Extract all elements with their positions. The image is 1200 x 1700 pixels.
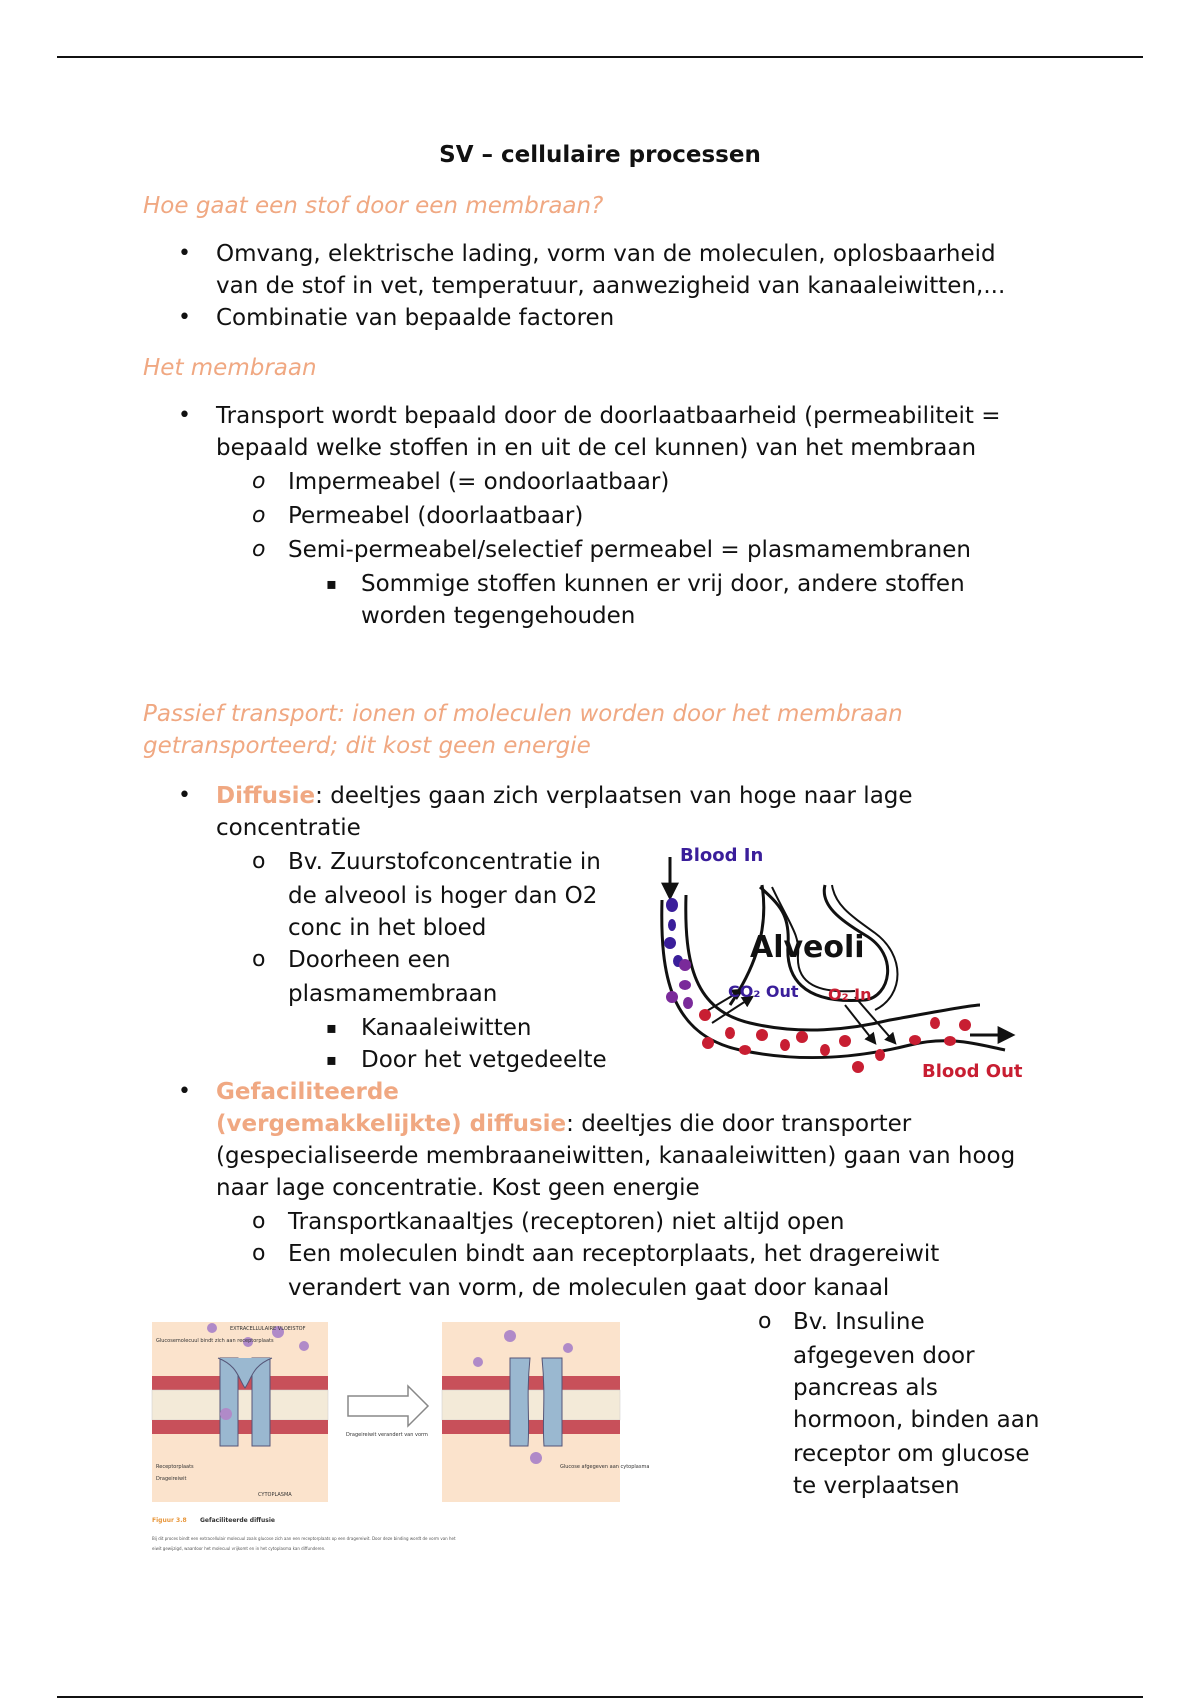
figure-caption-title: Gefaciliteerde diffusie <box>200 1517 275 1524</box>
figure-caption-number: Figuur 3.8 <box>152 1517 187 1524</box>
bullet-text: van de stof in vet, temperatuur, aanwezigheid van kanaaleiwitten,... <box>216 273 1006 299</box>
square-bullet: ▪ <box>326 1018 337 1037</box>
transition-arrow <box>348 1386 428 1426</box>
facilitated-diffusion-figure <box>148 1318 650 1563</box>
svg-text:Drageireiwit: Drageireiwit <box>156 1476 187 1482</box>
sub-bullet-o: o <box>252 1241 266 1266</box>
square-bullet: ▪ <box>326 574 337 593</box>
alveoli-label: Alveoli <box>750 930 865 965</box>
bullet-text: Combinatie van bepaalde factoren <box>216 305 615 331</box>
alveoli-diagram <box>650 845 1030 1085</box>
bullet-dot: • <box>178 1079 191 1104</box>
sub-bullet-text: Permeabel (doorlaatbaar) <box>288 503 584 529</box>
gefaciliteerde-term: Gefaciliteerde <box>216 1079 399 1105</box>
panel-before <box>152 1322 328 1502</box>
sub-bullet-o: o <box>758 1309 772 1334</box>
sub-bullet-text: Bv. Zuurstofconcentratie in <box>288 849 601 875</box>
square-bullet-text: Sommige stoffen kunnen er vrij door, andere stoffen <box>361 571 965 597</box>
deoxygenated-cells <box>664 898 683 967</box>
square-bullet-text: worden tegengehouden <box>361 603 636 629</box>
svg-text:EXTRACELLULAIRE VLOEISTOF: EXTRACELLULAIRE VLOEISTOF <box>230 1326 306 1332</box>
svg-text:Receptorplaats: Receptorplaats <box>156 1464 194 1470</box>
sub-bullet-text: Doorheen een <box>288 947 451 973</box>
diffusie-term: Diffusie <box>216 783 316 809</box>
sub-bullet-o: o <box>252 469 266 494</box>
section-heading-stof: Hoe gaat een stof door een membraan? <box>143 193 604 219</box>
sub-bullet-text: de alveool is hoger dan O2 <box>288 883 598 909</box>
co2-out-label: CO₂ Out <box>728 982 799 1001</box>
bullet-text: Transport wordt bepaald door de doorlaatbaarheid (permeabiliteit = <box>216 403 1001 429</box>
sub-bullet-text: conc in het bloed <box>288 915 487 941</box>
square-bullet-text: Kanaaleiwitten <box>361 1015 532 1041</box>
bullet-text: concentratie <box>216 815 361 841</box>
bullet-dot: • <box>178 241 191 266</box>
sub-bullet-text: Impermeabel (= ondoorlaatbaar) <box>288 469 670 495</box>
section-heading-passief: getransporteerd; dit kost geen energie <box>143 733 591 759</box>
gefaciliteerde-line: (vergemakkelijkte) diffusie: deeltjes die door transporter <box>216 1111 912 1137</box>
sub-bullet-o: o <box>252 1209 266 1234</box>
svg-text:Drageireiwit verandert van vor: Drageireiwit verandert van vorm <box>346 1432 428 1438</box>
bullet-dot: • <box>178 783 191 808</box>
sub-bullet-text: hormoon, binden aan <box>793 1407 1040 1433</box>
panel-after <box>442 1322 649 1502</box>
top-rule <box>57 56 1143 58</box>
square-bullet-text: Door het vetgedeelte <box>361 1047 607 1073</box>
page-title: SV – cellulaire processen <box>439 142 761 168</box>
sub-bullet-text: te verplaatsen <box>793 1473 960 1499</box>
sub-bullet-text: Bv. Insuline <box>793 1309 925 1335</box>
sub-bullet-text: afgegeven door <box>793 1343 975 1369</box>
square-bullet: ▪ <box>326 1050 337 1069</box>
figure-caption-text: Bij dit proces bindt een extracellulair molecuul zoals glucose zich aan een receptorplaats op een dragereiwit. Door deze binding wordt de vorm van het <box>152 1536 456 1541</box>
svg-text:CYTOPLASMA: CYTOPLASMA <box>258 1492 292 1498</box>
bullet-dot: • <box>178 305 191 330</box>
bottom-rule <box>57 1696 1143 1698</box>
section-heading-passief: Passief transport: ionen of moleculen worden door het membraan <box>143 701 903 727</box>
bullet-text: naar lage concentratie. Kost geen energie <box>216 1175 700 1201</box>
svg-text:Glucose afgegeven aan cytoplas: Glucose afgegeven aan cytoplasma <box>560 1464 650 1470</box>
bullet-text: bepaald welke stoffen in en uit de cel kunnen) van het membraan <box>216 435 977 461</box>
sub-bullet-o: o <box>252 503 266 528</box>
bullet-text: Omvang, elektrische lading, vorm van de moleculen, oplosbaarheid <box>216 241 996 267</box>
blood-in-label: Blood In <box>680 845 764 866</box>
sub-bullet-text: Een moleculen bindt aan receptorplaats, het dragereiwit <box>288 1241 940 1267</box>
diffusie-line: Diffusie: deeltjes gaan zich verplaatsen van hoge naar lage <box>216 783 913 809</box>
sub-bullet-text: plasmamembraan <box>288 981 498 1007</box>
bullet-text: (gespecialiseerde membraaneiwitten, kanaaleiwitten) gaan van hoog <box>216 1143 1016 1169</box>
sub-bullet-o: o <box>252 849 266 874</box>
sub-bullet-text: receptor om glucose <box>793 1441 1030 1467</box>
svg-text:Glucosemolecuul bindt zich aan: Glucosemolecuul bindt zich aan receptorplaats <box>156 1338 274 1344</box>
o2-in-label: O₂ In <box>828 985 872 1004</box>
sub-bullet-text: verandert van vorm, de moleculen gaat door kanaal <box>288 1275 890 1301</box>
sub-bullet-o: o <box>252 537 266 562</box>
bullet-dot: • <box>178 403 191 428</box>
figure-caption-text: eiwit gewijzigd, waardoor het molecuul vrijkomt en in het cytoplasma kan diffunderen. <box>152 1546 326 1551</box>
section-heading-membraan: Het membraan <box>143 355 317 381</box>
sub-bullet-text: Transportkanaaltjes (receptoren) niet altijd open <box>288 1209 845 1235</box>
blood-out-label: Blood Out <box>922 1061 1023 1082</box>
sub-bullet-text: Semi-permeabel/selectief permeabel = plasmamembranen <box>288 537 971 563</box>
sub-bullet-o: o <box>252 947 266 972</box>
sub-bullet-text: pancreas als <box>793 1375 938 1401</box>
